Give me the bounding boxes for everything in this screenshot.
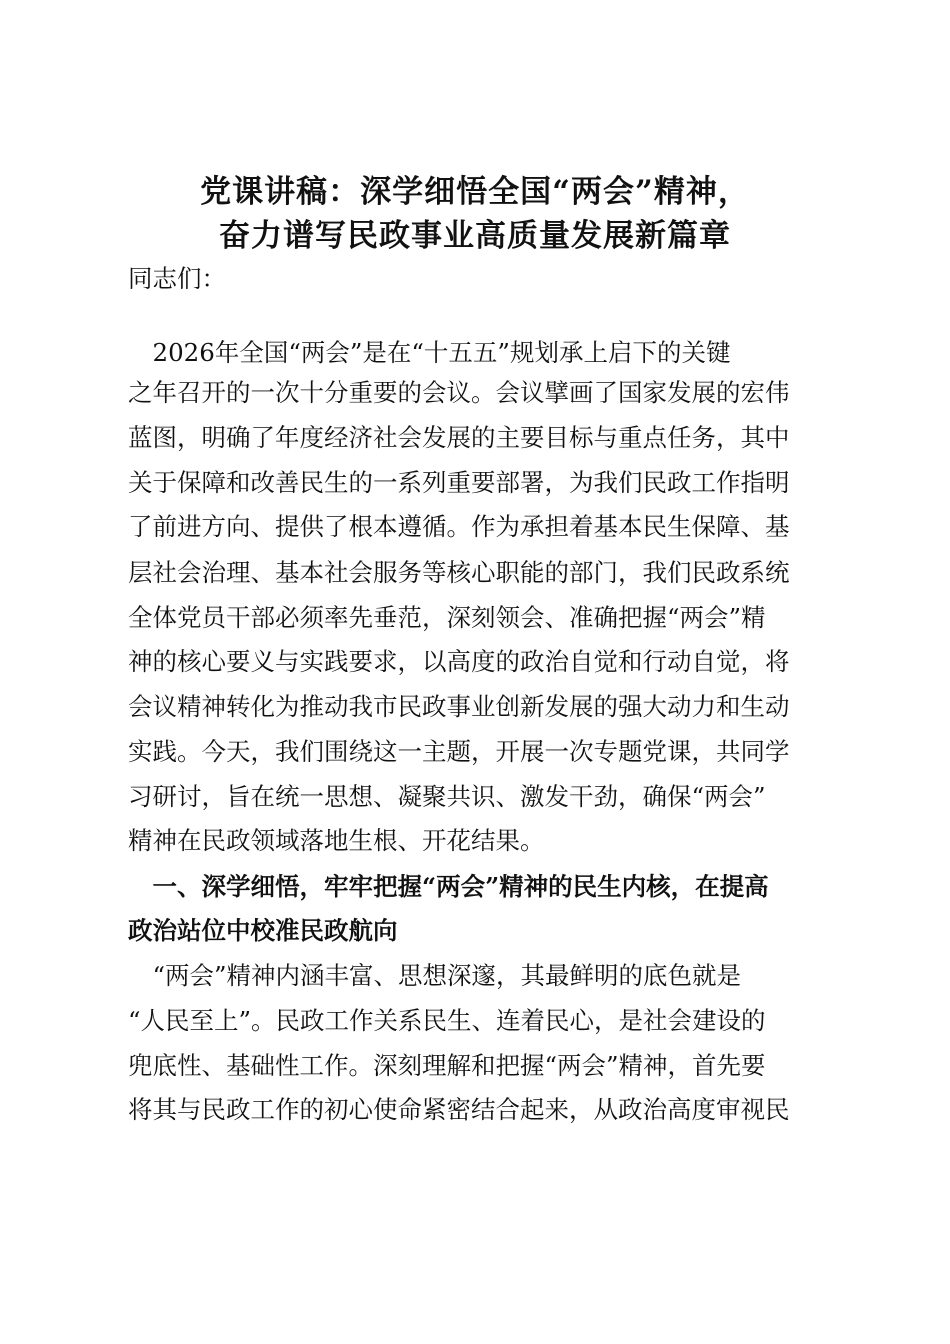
paragraph-1-line: 关于保障和改善民生的一系列重要部署，为我们民政工作指明 [128,468,790,497]
paragraph-1-line: 2026年全国“两会”是在“十五五”规划承上启下的关键 [128,338,731,367]
salutation: 同志们： [128,264,226,293]
paragraph-1-line: 会议精神转化为推动我市民政事业创新发展的强大动力和生动 [128,692,790,721]
paragraph-1-line: 之年召开的一次十分重要的会议。会议擘画了国家发展的宏伟 [128,378,790,407]
paragraph-1-line: 精神在民政领域落地生根、开花结果。 [128,826,545,855]
section-heading-1-line: 政治站位中校准民政航向 [128,916,398,945]
paragraph-1-line: 层社会治理、基本社会服务等核心职能的部门，我们民政系统 [128,558,790,587]
paragraph-1-line: 了前进方向、提供了根本遵循。作为承担着基本民生保障、基 [128,512,790,541]
document-title-line-1: 党课讲稿：深学细悟全国“两会”精神， [200,174,750,210]
section-heading-1-line: 一、深学细悟，牢牢把握“两会”精神的民生内核，在提高 [128,872,769,901]
paragraph-2-line: 将其与民政工作的初心使命紧密结合起来，从政治高度审视民 [128,1095,790,1124]
paragraph-1-line: 全体党员干部必须率先垂范，深刻领会、准确把握“两会”精 [128,603,766,632]
document-title-line-2: 奋力谱写民政事业高质量发展新篇章 [219,218,731,254]
paragraph-2-line: 兜底性、基础性工作。深刻理解和把握“两会”精神，首先要 [128,1051,766,1080]
paragraph-2-line: “人民至上”。民政工作关系民生、连着民心，是社会建设的 [128,1006,766,1035]
paragraph-1-line: 习研讨，旨在统一思想、凝聚共识、激发干劲，确保“两会” [128,782,766,811]
paragraph-1-line: 实践。今天，我们围绕这一主题，开展一次专题党课，共同学 [128,737,790,766]
paragraph-1-line: 神的核心要义与实践要求，以高度的政治自觉和行动自觉，将 [128,647,790,676]
paragraph-1-line: 蓝图，明确了年度经济社会发展的主要目标与重点任务，其中 [128,423,790,452]
paragraph-2-line: “两会”精神内涵丰富、思想深邃，其最鲜明的底色就是 [128,961,742,990]
